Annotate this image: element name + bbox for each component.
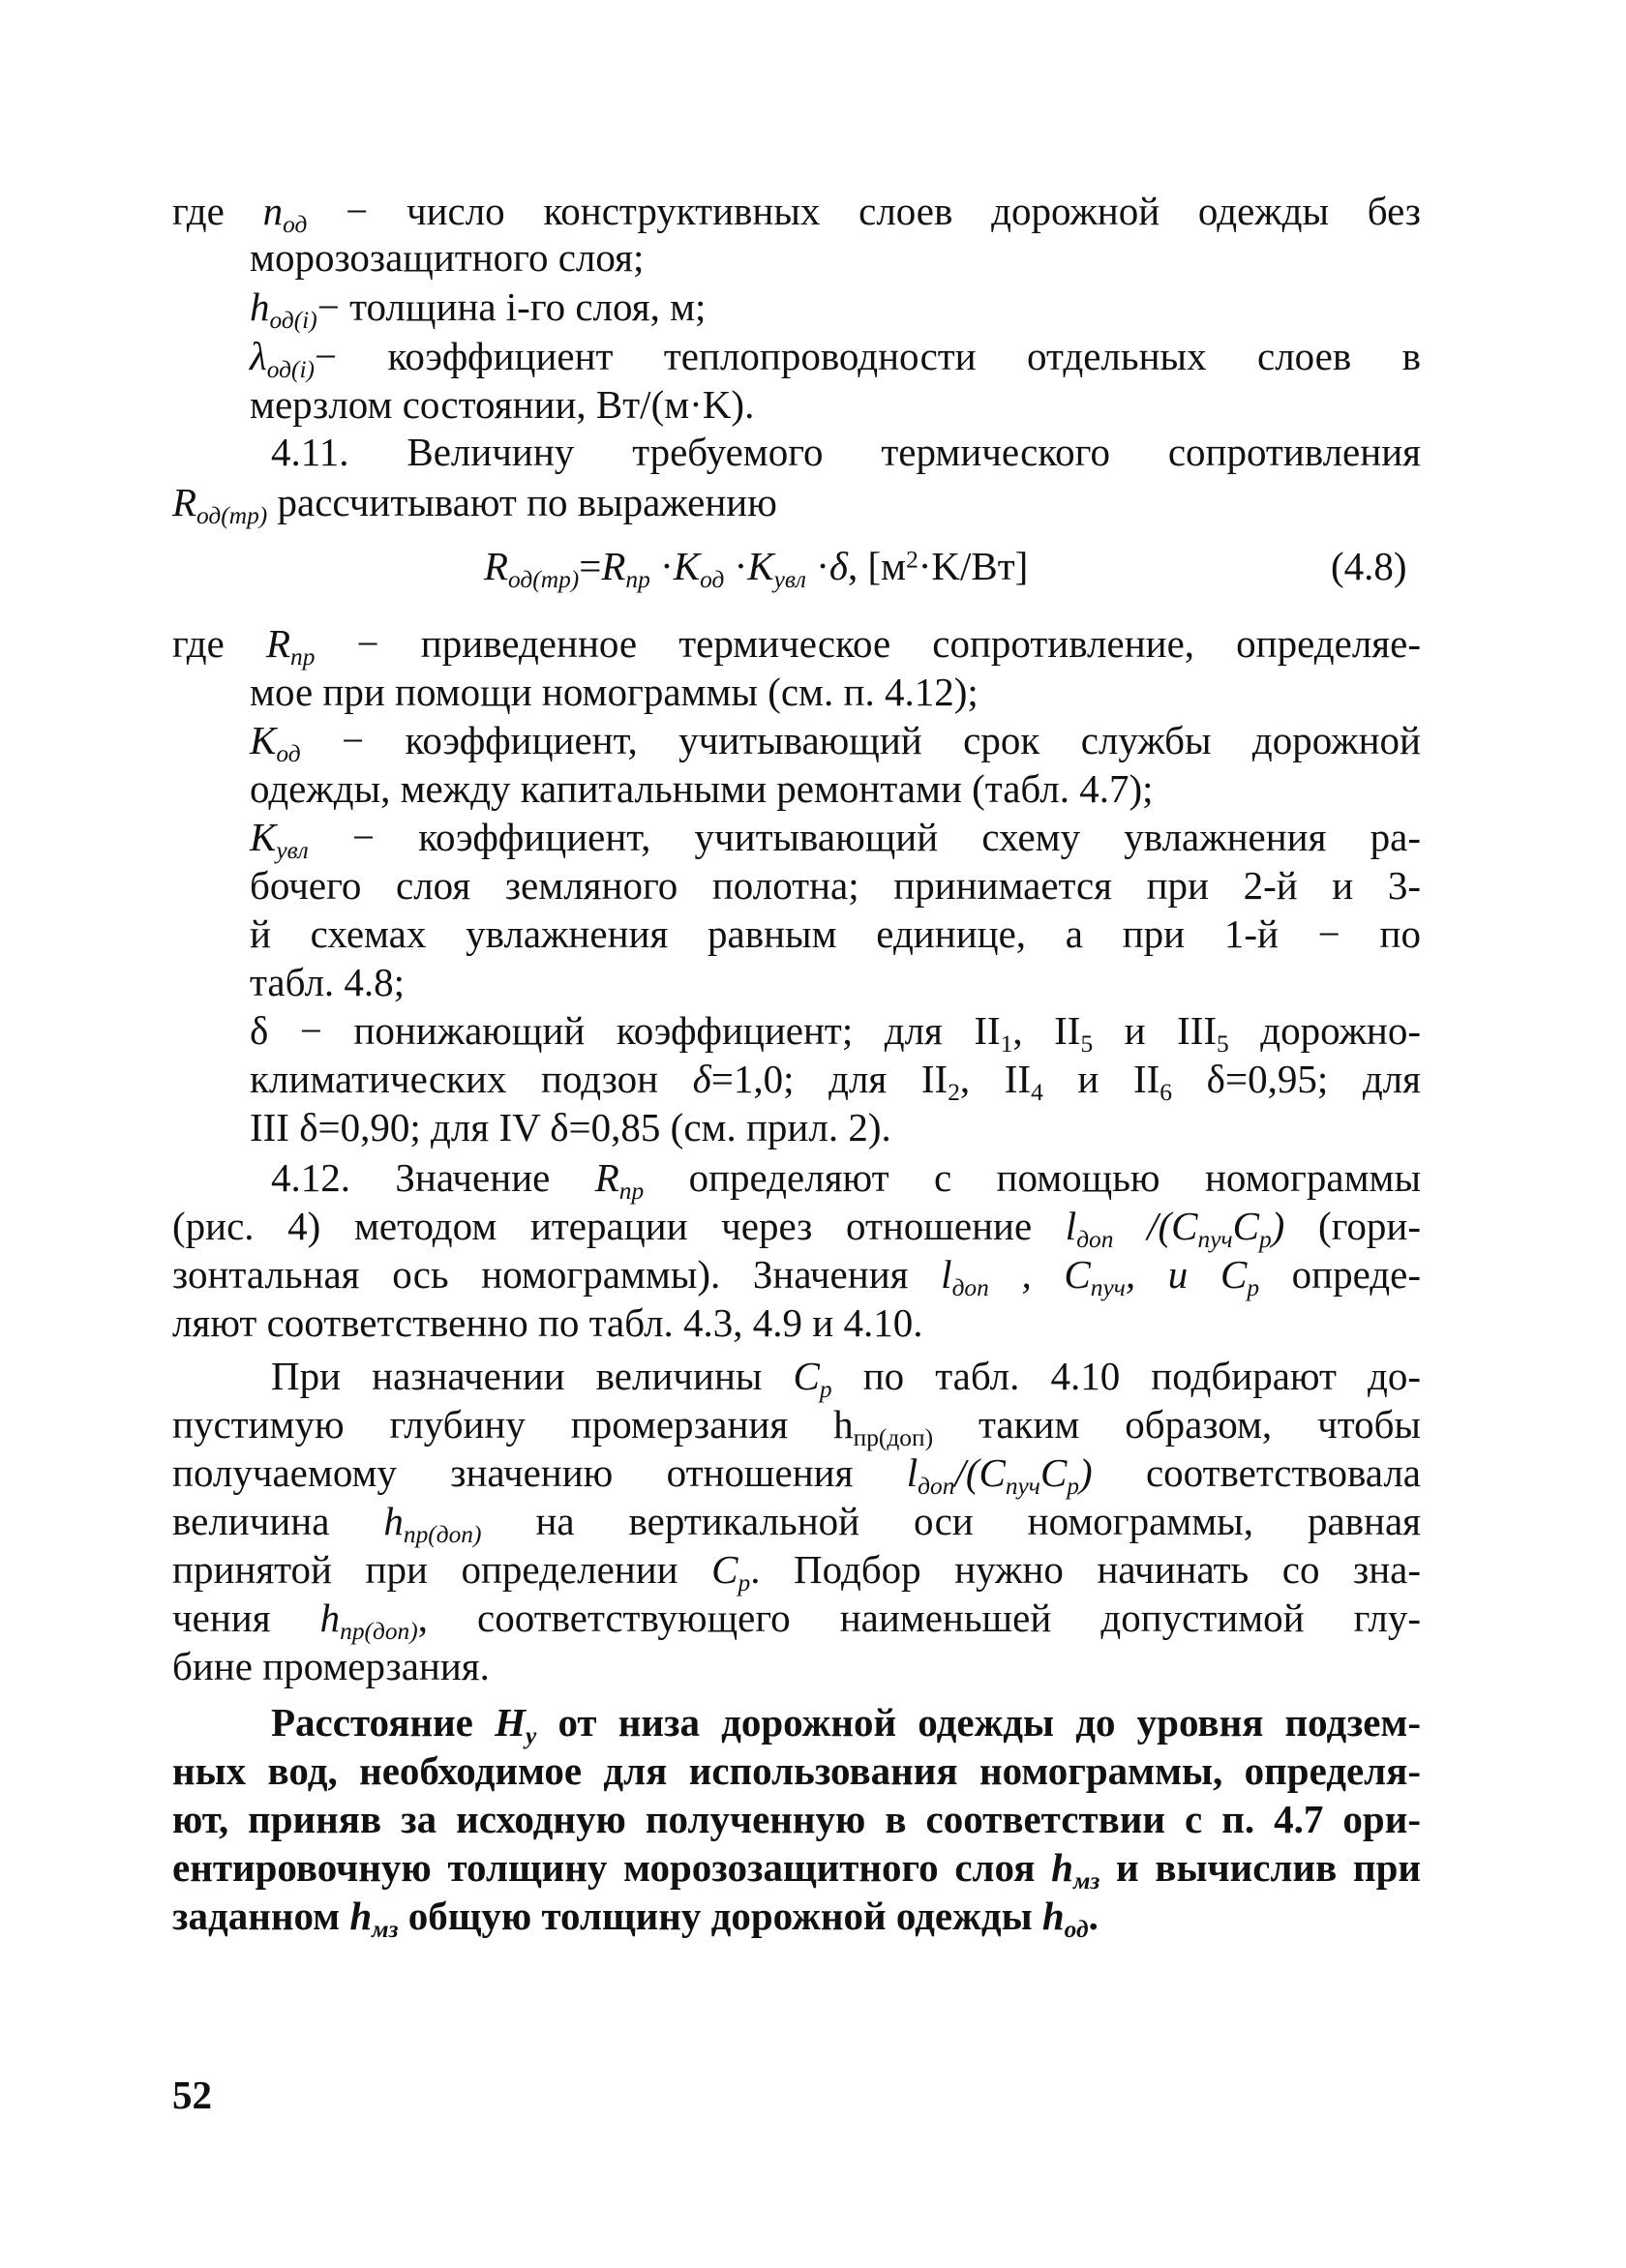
- text-line: пустимую глубину промерзания $h_{пр(доп)}$ таким образом, чтобы: [172, 1402, 1421, 1452]
- text-line: принятой при определении $C_р$. Подбор нужно начинать со зна-: [172, 1547, 1421, 1597]
- section-4-12-line: 4.12. Значение $R_{пр}$ определяют с помощью номограммы: [271, 1155, 1422, 1206]
- text-line: й схемах увлажнения равным единице, а при 1-й − по: [250, 911, 1421, 956]
- section-4-11-line: 4.11. Величину требуемого термического сопротивления: [271, 430, 1421, 474]
- text-line: заданном $h_{мз}$ общую толщину дорожной одежды $h_{од}$.: [172, 1894, 1099, 1944]
- text-line: где $n_{од}$ − число конструктивных слоев дорожной одежды без: [172, 189, 1421, 239]
- text-line: ных вод, необходимое для использования номограммы, определя-: [172, 1748, 1421, 1793]
- text-line: одежды, между капитальными ремонтами (табл. 4.7);: [250, 766, 1154, 811]
- text-line: мое при помощи номограммы (см. п. 4.12);: [250, 670, 979, 714]
- text-line: ентировочную толщину морозозащитного слоя $h_{мз}$ и вычислив при: [172, 1845, 1421, 1895]
- text-line: величина $h_{пр(доп)}$ на вертикальной оси номограммы, равная: [172, 1499, 1421, 1549]
- text-line: бине промерзания.: [172, 1644, 490, 1688]
- text-line: чения $h_{пр(доп)}$, соответствующего наименьшей допустимой глу-: [172, 1596, 1422, 1646]
- text-line: ют, приняв за исходную полученную в соответствии с п. 4.7 ори-: [172, 1797, 1421, 1841]
- text-line: ляют соответственно по табл. 4.3, 4.9 и 4.10.: [172, 1300, 923, 1345]
- text-line: климатических подзон δ=1,0; для $II_2$, $II_4$ и $II_6$ δ=0,95; для: [250, 1057, 1422, 1107]
- text-line: III δ=0,90; для IV δ=0,85 (см. прил. 2).: [250, 1105, 891, 1149]
- equation-number: (4.8): [1331, 544, 1407, 588]
- text-line: $h_{од(i)}-$ толщина i-го слоя, м;: [250, 284, 707, 335]
- text-line: табл. 4.8;: [250, 960, 406, 1004]
- text-line: морозозащитного слоя;: [250, 235, 645, 280]
- text-line: Расстояние $H_y$ от низа дорожной одежды до уровня подзем-: [271, 1700, 1421, 1750]
- page-number: 52: [172, 2073, 212, 2117]
- text-line: получаемому значению отношения $l_{доп}/(C_{пуч}C_р)$ соответствовала: [172, 1450, 1421, 1501]
- text-line: где $R_{пр}$ − приведенное термическое сопротивление, определяе-: [172, 621, 1421, 671]
- text-line: δ − понижающий коэффициент; для $II_1$, $II_5$ и $III_5$ дорожно-: [250, 1008, 1422, 1059]
- text-line: $K_{од}$ − коэффициент, учитывающий срок службы дорожной: [250, 718, 1421, 768]
- text-line: (рис. 4) методом итерации через отношение $l_{доп}$ $/(C_{пуч}C_р)$ (гори-: [172, 1204, 1421, 1254]
- text-line: $K_{увл}$ − коэффициент, учитывающий схему увлажнения ра-: [250, 815, 1421, 865]
- text-line: $R_{од(тр)}$ рассчитывают по выражению: [172, 480, 777, 530]
- formula-4-8: $R_{од(тр)}=R_{пр} \cdot K_{од} \cdot K_{увл} \cdot\delta$, $[м^2\cdot K/Вт]$: [484, 544, 1029, 594]
- text-line: $\lambda_{од(i)}-$ коэффициент теплопроводности отдельных слоев в: [250, 334, 1421, 384]
- text-line: При назначении величины $C_р$ по табл. 4.10 подбирают до-: [271, 1354, 1422, 1404]
- text-line: бочего слоя земляного полотна; принимается при 2-й и 3-: [250, 863, 1421, 908]
- text-line: мерзлом состоянии, Вт/(м·K).: [250, 382, 755, 427]
- text-line: зонтальная ось номограммы). Значения $l_{доп}$ , $C_{пуч}$, и $C_р$ опреде-: [172, 1252, 1421, 1302]
